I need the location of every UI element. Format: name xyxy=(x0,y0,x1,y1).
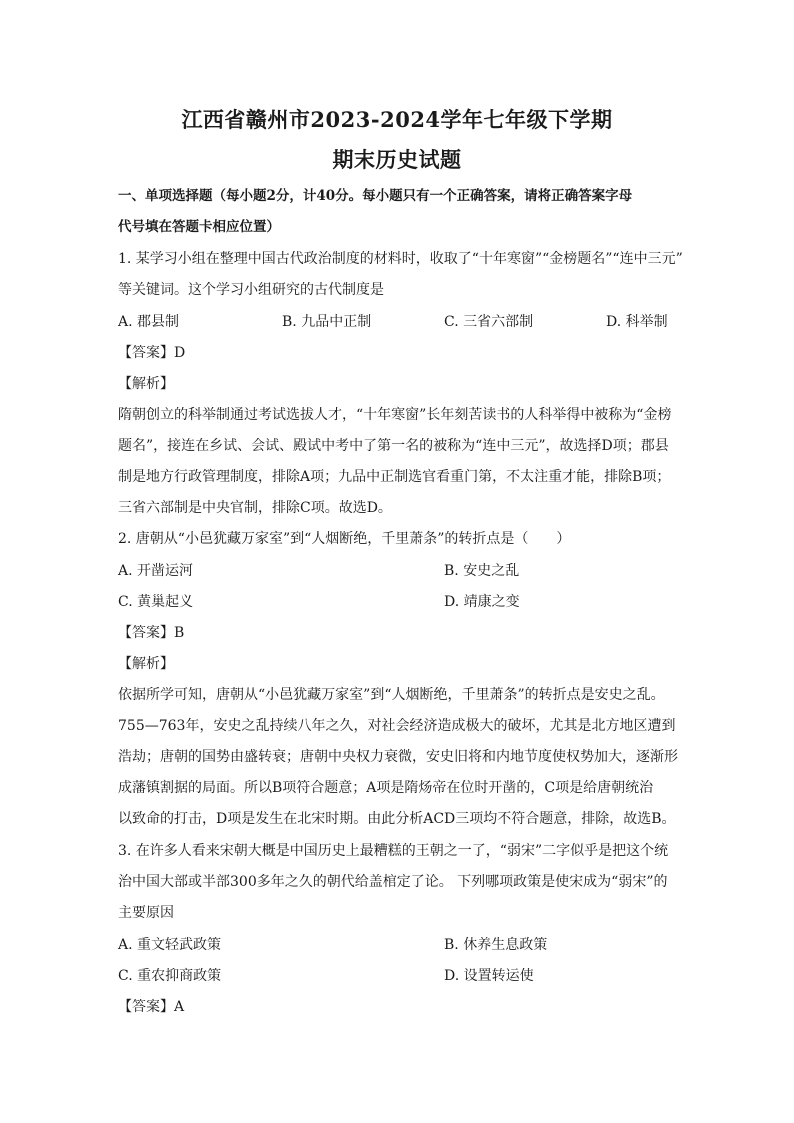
q1-option-c: C. 三省六部制 xyxy=(444,314,534,330)
q2-analysis-line4: 成藩镇割据的局面。所以B项符合题意；A项是隋炀帝在位时开凿的，C项是给唐朝统治 xyxy=(118,780,654,796)
q1-option-d: D. 科举制 xyxy=(606,314,668,330)
q1-option-a: A. 郡县制 xyxy=(118,314,180,330)
q3-stem-line1: 3. 在许多人看来宋朝大概是中国历史上最糟糕的王朝之一了，“弱宋”二字似乎是把这个统 xyxy=(118,843,669,859)
q1-analysis-line4: 三省六部制是中央官制，排除C项。故选D。 xyxy=(118,500,392,516)
q2-analysis-label: 【解析】 xyxy=(118,656,174,672)
q2-answer: 【答案】B xyxy=(118,625,185,641)
q1-option-b: B. 九品中正制 xyxy=(282,314,372,330)
section-heading-line2: 代号填在答题卡相应位置） xyxy=(118,219,280,235)
q3-option-a: A. 重文轻武政策 xyxy=(118,937,222,953)
q3-stem-line2: 治中国大部或半部300多年之久的朝代给盖棺定了论。 下列哪项政策是使宋成为“弱宋”的 xyxy=(118,874,668,890)
q2-analysis-line5: 以致命的打击，D项是发生在北宋时期。由此分析ACD三项均不符合题意，排除，故选B。 xyxy=(118,811,676,827)
q1-analysis-line3: 制是地方行政管理制度，排除A项；九品中正制选官看重门第，不太注重才能，排除B项； xyxy=(118,469,671,485)
q2-analysis-line2: 755—763年，安史之乱持续八年之久，对社会经济造成极大的破坏，尤其是北方地区遭到 xyxy=(118,718,676,734)
section-heading-line1: 一、单项选择题（每小题2分，计40分。每小题只有一个正确答案，请将正确答案字母 xyxy=(118,188,633,204)
q3-option-d: D. 设置转运使 xyxy=(444,968,534,984)
q1-analysis-line1: 隋朝创立的科举制通过考试选拔人才，“十年寒窗”长年刻苦读书的人科举得中被称为“金榜 xyxy=(118,407,672,423)
q2-option-a: A. 开凿运河 xyxy=(118,563,194,579)
q2-analysis-line1: 依据所学可知，唐朝从“小邑犹藏万家室”到“人烟断绝，千里萧条”的转折点是安史之乱。 xyxy=(118,687,665,703)
q2-option-c: C. 黄巢起义 xyxy=(118,594,194,610)
q1-stem-line2: 等关键词。这个学习小组研究的古代制度是 xyxy=(118,282,384,298)
q1-answer: 【答案】D xyxy=(118,345,186,361)
q2-option-d: D. 靖康之变 xyxy=(444,594,520,610)
q2-stem-line1: 2. 唐朝从“小邑犹藏万家室”到“人烟断绝，千里萧条”的转折点是（ ） xyxy=(118,531,571,547)
q1-stem-line1: 1. 某学习小组在整理中国古代政治制度的材料时，收取了“十年寒窗”“金榜题名”“连中三元” xyxy=(118,251,683,267)
q3-stem-line3: 主要原因 xyxy=(118,905,174,921)
q3-option-c: C. 重农抑商政策 xyxy=(118,968,222,984)
q1-analysis-line2: 题名”，接连在乡试、会试、殿试中考中了第一名的被称为“连中三元”，故选择D项；郡县 xyxy=(118,438,669,454)
q1-analysis-label: 【解析】 xyxy=(118,376,174,392)
q2-option-b: B. 安史之乱 xyxy=(444,563,520,579)
q3-answer: 【答案】A xyxy=(118,999,185,1015)
q2-analysis-line3: 浩劫；唐朝的国势由盛转衰；唐朝中央权力衰微，安史旧将和内地节度使权势加大，逐渐形 xyxy=(118,749,678,765)
exam-title-line2: 期末历史试题 xyxy=(332,147,462,172)
q3-option-b: B. 休养生息政策 xyxy=(444,937,548,953)
exam-title-line1: 江西省赣州市2023-2024学年七年级下学期 xyxy=(181,107,613,132)
